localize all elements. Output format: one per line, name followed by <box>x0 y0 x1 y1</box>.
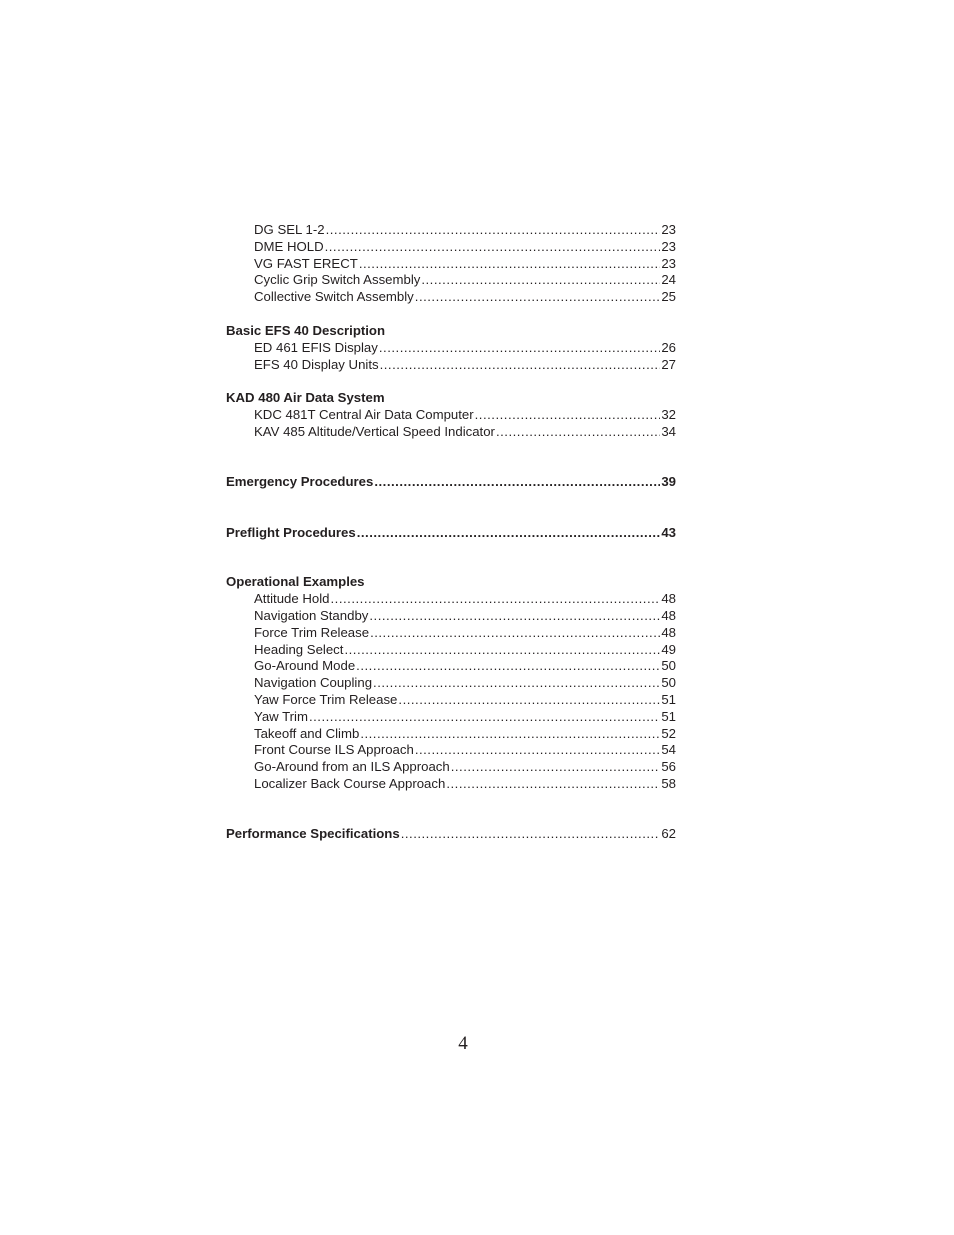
toc-entry-page: 62 <box>661 825 676 841</box>
toc-entry-page: 52 <box>661 725 676 741</box>
dot-leader <box>326 222 661 239</box>
toc-entry-efs40-display-units[interactable] <box>226 357 676 374</box>
toc-entry-label: KAV 485 Altitude/Vertical Speed Indicator <box>254 423 495 439</box>
dot-leader <box>370 625 660 642</box>
toc-entry-navigation-standby[interactable] <box>226 608 676 625</box>
dot-leader <box>421 272 660 289</box>
toc-entry-yaw-force-trim-release[interactable] <box>226 692 676 709</box>
toc-entry-label: ED 461 EFIS Display <box>254 339 378 355</box>
toc-entry-page: 50 <box>661 675 676 691</box>
dot-leader <box>357 525 661 542</box>
toc-entry-force-trim-release[interactable] <box>226 625 676 642</box>
toc-entry-page: 48 <box>661 624 676 640</box>
toc-entry-page: 23 <box>661 222 676 237</box>
toc-entry-page: 56 <box>661 759 676 775</box>
toc-entry-kav485[interactable] <box>226 424 676 441</box>
dot-leader <box>356 658 660 675</box>
toc-entry-page: 43 <box>661 524 676 540</box>
toc-entry-takeoff-and-climb[interactable] <box>226 726 676 743</box>
page-number: 4 <box>458 1033 468 1054</box>
section-heading-operational-examples[interactable]: Operational Examples <box>226 574 365 590</box>
section-gap <box>226 306 676 323</box>
toc-entry-dme-hold[interactable] <box>226 239 676 256</box>
toc-entry-collective-switch[interactable] <box>226 289 676 306</box>
toc-entry-label: DME HOLD <box>254 238 324 254</box>
toc-entry-page: 49 <box>661 641 676 657</box>
toc-entry-label: Performance Specifications <box>226 825 400 841</box>
toc-entry-label: Go-Around Mode <box>254 658 356 674</box>
dot-leader <box>496 424 660 441</box>
toc-entry-label: Attitude Hold <box>254 591 330 607</box>
toc-entry-go-around-from-ils[interactable] <box>226 759 676 776</box>
toc-entry-attitude-hold[interactable] <box>226 591 676 608</box>
toc-entry-label: Front Course ILS Approach <box>254 742 414 758</box>
dot-leader <box>401 826 661 843</box>
dot-leader <box>374 474 660 491</box>
dot-leader <box>380 357 661 374</box>
toc-entry-page: 48 <box>661 607 676 623</box>
toc-entry-page: 58 <box>661 775 676 791</box>
table-of-contents <box>226 222 676 843</box>
toc-entry-preflight-procedures[interactable] <box>226 525 676 542</box>
dot-leader <box>415 289 661 306</box>
toc-entry-label: DG SEL 1-2 <box>254 222 325 237</box>
section-gap <box>226 441 676 474</box>
dot-leader <box>379 340 660 357</box>
toc-entry-cyclic-grip[interactable] <box>226 272 676 289</box>
toc-entry-emergency-procedures[interactable] <box>226 474 676 491</box>
dot-leader <box>359 256 661 273</box>
toc-entry-label: Go-Around from an ILS Approach <box>254 759 450 775</box>
toc-entry-page: 32 <box>661 407 676 423</box>
toc-entry-page: 54 <box>661 742 676 758</box>
dot-leader <box>373 675 660 692</box>
dot-leader <box>344 642 660 659</box>
toc-entry-label: KDC 481T Central Air Data Computer <box>254 407 474 423</box>
toc-entry-label: Navigation Standby <box>254 607 369 623</box>
toc-entry-label: Preflight Procedures <box>226 524 356 540</box>
section-heading-kad480[interactable]: KAD 480 Air Data System <box>226 390 385 406</box>
toc-entry-heading-select[interactable] <box>226 642 676 659</box>
toc-entry-page: 23 <box>661 255 676 271</box>
toc-entry-label: Cyclic Grip Switch Assembly <box>254 272 421 288</box>
section-gap <box>226 793 676 826</box>
toc-entry-localizer-back-course[interactable] <box>226 776 676 793</box>
toc-entry-label: Navigation Coupling <box>254 675 373 691</box>
toc-entry-dg-sel[interactable] <box>226 222 676 239</box>
toc-entry-ed461[interactable] <box>226 340 676 357</box>
toc-entry-label: Yaw Trim <box>254 708 308 724</box>
toc-entry-label: Takeoff and Climb <box>254 725 360 741</box>
dot-leader <box>475 407 661 424</box>
toc-entry-page: 25 <box>661 289 676 305</box>
toc-entry-page: 26 <box>661 339 676 355</box>
toc-entry-label: Yaw Force Trim Release <box>254 691 398 707</box>
toc-entry-page: 24 <box>661 272 676 288</box>
toc-entry-label: Collective Switch Assembly <box>254 289 414 305</box>
toc-entry-label: Heading Select <box>254 641 344 657</box>
dot-leader <box>325 239 661 256</box>
dot-leader <box>398 692 660 709</box>
section-gap <box>226 541 676 574</box>
toc-entry-page: 51 <box>661 708 676 724</box>
dot-leader <box>360 726 660 743</box>
toc-entry-page: 23 <box>661 238 676 254</box>
toc-entry-navigation-coupling[interactable] <box>226 675 676 692</box>
section-heading-efs40[interactable]: Basic EFS 40 Description <box>226 322 386 338</box>
section-gap <box>226 491 676 525</box>
toc-entry-vg-fast-erect[interactable] <box>226 256 676 273</box>
toc-entry-yaw-trim[interactable] <box>226 709 676 726</box>
dot-leader <box>309 709 660 726</box>
toc-entry-kdc481t[interactable] <box>226 407 676 424</box>
toc-entry-performance-specifications[interactable] <box>226 826 676 843</box>
dot-leader <box>451 759 661 776</box>
toc-entry-label: Emergency Procedures <box>226 473 374 489</box>
toc-entry-page: 34 <box>661 423 676 439</box>
toc-entry-page: 48 <box>661 591 676 607</box>
toc-entry-label: Force Trim Release <box>254 624 370 640</box>
toc-entry-label: Localizer Back Course Approach <box>254 775 446 791</box>
toc-entry-go-around-mode[interactable] <box>226 658 676 675</box>
dot-leader <box>369 608 660 625</box>
dot-leader <box>446 776 660 793</box>
toc-entry-page: 27 <box>661 356 676 372</box>
toc-entry-front-course-ils[interactable] <box>226 742 676 759</box>
toc-entry-page: 50 <box>661 658 676 674</box>
toc-entry-label: VG FAST ERECT <box>254 255 358 271</box>
toc-entry-label: EFS 40 Display Units <box>254 356 379 372</box>
toc-entry-page: 51 <box>661 691 676 707</box>
dot-leader <box>331 591 661 608</box>
toc-entry-page: 39 <box>661 473 676 489</box>
section-gap <box>226 373 676 390</box>
dot-leader <box>415 742 661 759</box>
